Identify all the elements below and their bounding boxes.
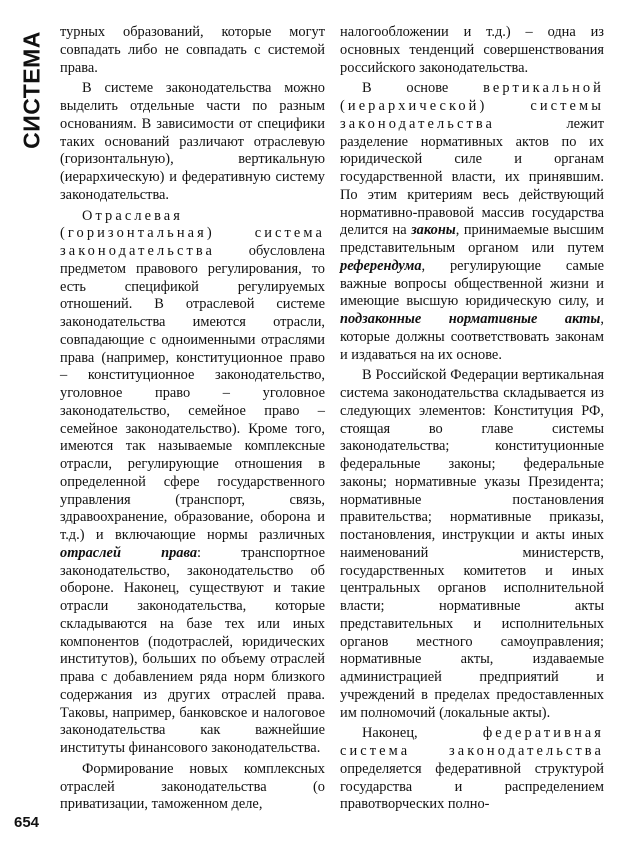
paragraph-text: обусловлена предметом правового регулирования, то есть спецификой регулируемых отношений. В отраслевой системе законодательства имеются отрасли, совпадающие с одноименными отраслями права (например, конституционное право – конституционное законодательство, уголовное право – уголовное законодательство, семейное право – семейное законодательство). Кроме того, имеются так называемые комплексные отрасли, регулирующие отношения в определенной сфере государственного управления (транспорт, связь, здравоохранение, образование, оборона и т.д.) и включающие нормы различных bbox=[60, 243, 325, 543]
running-head-title: СИСТЕМА bbox=[18, 31, 45, 149]
paragraph bbox=[340, 725, 604, 814]
running-head bbox=[14, 28, 50, 158]
paragraph-text: В основе bbox=[362, 80, 449, 97]
paragraph bbox=[340, 80, 604, 364]
paragraph-text: : транспортное законодательство, законодательство об обороне. Наконец, существуют и такие отрасли законодательства, которые складываются на базе тех или иных компонентов (подотраслей, юридических институтов), больших по объему отраслей права с добавлением ряда норм близкого содержания из других отраслей права. Таковы, например, банковское и налоговое законодательства как важнейшие институты финансового законодательства. bbox=[60, 544, 325, 756]
spaced-term: вертикальной (иерархической) системы законодательства bbox=[340, 80, 604, 132]
paragraph-text: определяется федеративной структурой государства и распределением правотворческих полно- bbox=[340, 760, 604, 813]
emphasis: референдума bbox=[340, 257, 422, 274]
text-column-right bbox=[340, 24, 604, 814]
paragraph-text: , регулирующие самые важные вопросы общественной жизни и имеющие высшую юридическую силу, и bbox=[340, 257, 604, 310]
paragraph-text: , принимаемые высшим представительным органом или путем bbox=[340, 222, 604, 256]
text-column-left bbox=[60, 24, 325, 814]
paragraph: налогообложении и т.д.) – одна из основных тенденций совершенствования российского законодательства. bbox=[340, 24, 604, 76]
emphasis: подзаконные нормативные акты bbox=[340, 311, 601, 327]
paragraph bbox=[60, 208, 325, 758]
spaced-term: федеративная система законодательства bbox=[340, 725, 604, 759]
page-number: 654 bbox=[14, 814, 40, 831]
spaced-term: Отраслевая (горизонтальная) система законодательства bbox=[60, 207, 325, 259]
emphasis: отраслей права bbox=[60, 544, 198, 561]
paragraph-text: , которые должны соответствовать законам и издаваться на их основе. bbox=[340, 311, 604, 363]
paragraph: турных образований, которые могут совпадать либо не совпадать с системой права. bbox=[60, 24, 325, 76]
paragraph: В Российской Федерации вертикальная система законодательства складывается из следующих элементов: Конституция РФ, стоящая во главе системы законодательства; конституционные федеральные законы; федеральные законы; нормативные указы Президента; нормативные постановления правительства; нормативные приказы, постановления, инструкции и акты иных наименований министерств, государственных комитетов и иных центральных органов исполнительной власти; нормативные акты представительных и исполнительных органов местного самоуправления; нормативные акты, издаваемые администрацией предприятий и учреждений в пределах предоставленных им полномочий (локальные акты). bbox=[340, 367, 604, 721]
paragraph-text: Наконец, bbox=[362, 725, 418, 742]
paragraph: В системе законодательства можно выделить отдельные части по разным основаниям. В зависимости от специфики таких оснований различают отраслевую (горизонтальную), вертикальную (иерархическую) и федеративную систему законодательства. bbox=[60, 80, 325, 203]
emphasis: законы bbox=[411, 222, 456, 239]
paragraph-text: лежит разделение нормативных актов по их юридической силе и органам государственной власти, их принявшим. По этим критериям весь действующий нормативно-правовой массив государства делится на bbox=[340, 115, 604, 239]
paragraph: Формирование новых комплексных отраслей законодательства (о приватизации, таможенном деле, bbox=[60, 760, 325, 813]
